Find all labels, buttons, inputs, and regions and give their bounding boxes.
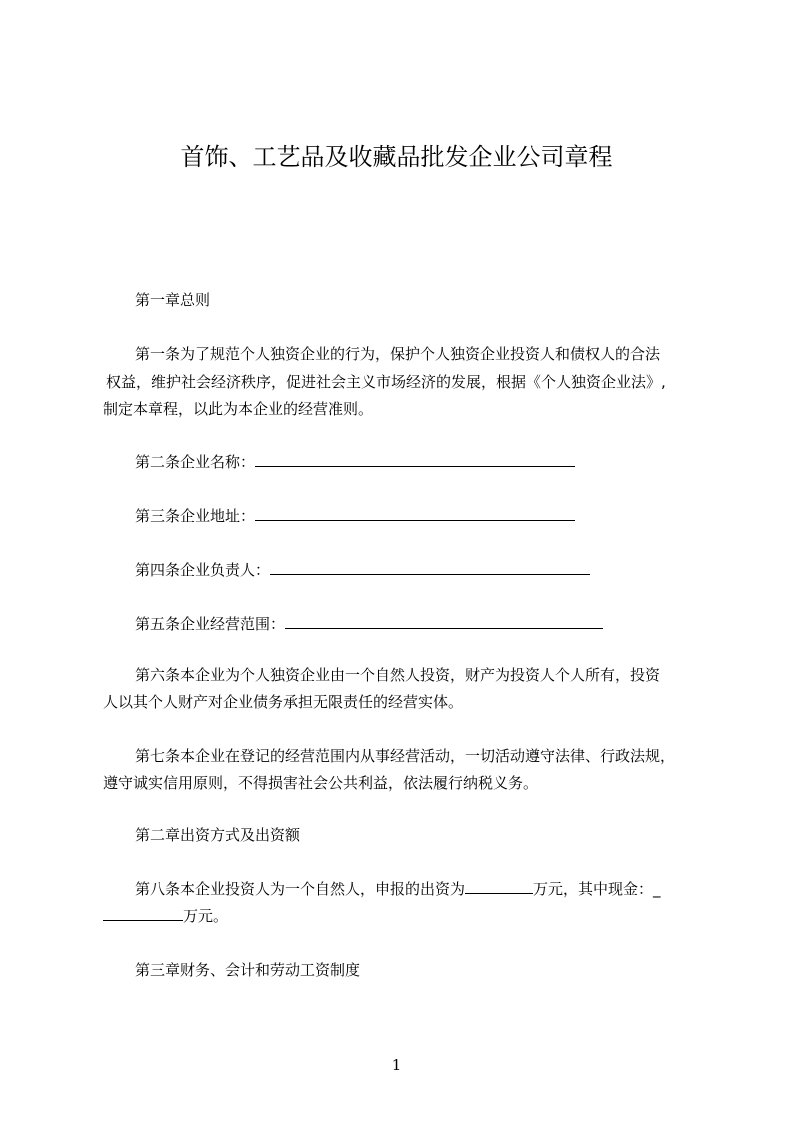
document-title: 首饰、工艺品及收藏品批发企业公司章程 — [180, 143, 613, 171]
article-6-line-2: 人以其个人财产对企业债务承担无限责任的经营实体。 — [103, 693, 464, 711]
company-address-blank — [255, 506, 575, 521]
business-scope-blank — [285, 614, 603, 629]
company-name-blank — [255, 452, 575, 467]
article-2-company-name — [135, 452, 705, 472]
article-1-line-1: 第一条为了规范个人独资企业的行为，保护个人独资企业投资人和债权人的合法 — [135, 345, 661, 363]
article-5-label: 第五条企业经营范围： — [135, 615, 286, 633]
article-1-line-2: 权益，维护社会经济秩序，促进社会主义市场经济的发展，根据《个人独资企业法》, — [106, 373, 666, 391]
page-number: 1 — [391, 1056, 402, 1074]
cash-amount-blank — [103, 906, 183, 921]
article-7-line-1: 第七条本企业在登记的经营范围内从事经营活动，一切活动遵守法律、行政法规， — [135, 747, 676, 765]
article-7-line-2: 遵守诚实信用原则，不得损害社会公共利益，依法履行纳税义务。 — [103, 774, 539, 792]
article-5-business-scope — [135, 614, 705, 634]
article-3-company-address — [135, 506, 705, 526]
chapter-2-heading: 第二章出资方式及出资额 — [135, 826, 301, 844]
article-4-label: 第四条企业负责人： — [135, 561, 271, 579]
article-8-text-post: 万元。 — [183, 907, 229, 925]
chapter-3-heading: 第三章财务、会计和劳动工资制度 — [135, 961, 361, 979]
article-1-line-3: 制定本章程，以此为本企业的经营准则。 — [103, 400, 374, 418]
article-8-text-pre: 第八条本企业投资人为一个自然人，申报的出资为 — [135, 880, 466, 898]
article-8-line-1 — [135, 879, 705, 899]
article-4-responsible-person — [135, 560, 705, 580]
chapter-1-heading: 第一章总则 — [135, 291, 211, 309]
article-6-line-1: 第六条本企业为个人独资企业由一个自然人投资，财产为投资人个人所有，投资 — [135, 666, 661, 684]
article-8-text-mid: 万元，其中现金：_ — [533, 880, 661, 898]
article-3-label: 第三条企业地址： — [135, 507, 256, 525]
responsible-person-blank — [270, 560, 590, 575]
article-8-line-2 — [103, 906, 703, 926]
investment-amount-blank — [465, 879, 533, 894]
article-2-label: 第二条企业名称： — [135, 453, 256, 471]
